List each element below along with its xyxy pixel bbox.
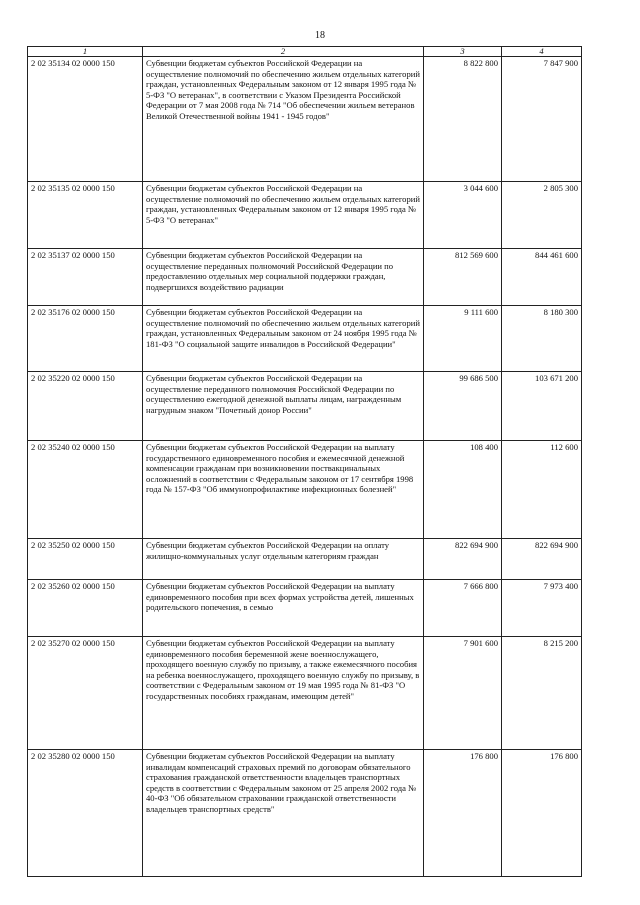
table-row — [28, 249, 582, 306]
amount-col4: 8 215 200 — [502, 637, 582, 750]
table-row — [28, 306, 582, 372]
amount-col3: 108 400 — [424, 441, 502, 539]
item-description: Субвенции бюджетам субъектов Российской Федерации на выплату государственного единовременного пособия и ежемесячной денежной компенсации гражданам при возникновении поствакцинальных осложнений в соответствии с Федеральным законом от 17 сентября 1998 года № 157-ФЗ "Об иммунопрофилактике инфекционных болезней" — [143, 441, 424, 539]
budget-code: 2 02 35134 02 0000 150 — [28, 57, 143, 182]
budget-code: 2 02 35250 02 0000 150 — [28, 539, 143, 580]
item-description: Субвенции бюджетам субъектов Российской Федерации на осуществление полномочий по обеспечению жильем отдельных категорий граждан, установленных Федеральным законом от 12 января 1995 года № 5-ФЗ "О ветеранах" — [143, 182, 424, 249]
amount-col3: 812 569 600 — [424, 249, 502, 306]
amount-col3: 3 044 600 — [424, 182, 502, 249]
amount-col3: 7 901 600 — [424, 637, 502, 750]
table-row — [28, 580, 582, 637]
budget-code: 2 02 35270 02 0000 150 — [28, 637, 143, 750]
item-description: Субвенции бюджетам субъектов Российской Федерации на оплату жилищно-коммунальных услуг отдельным категориям граждан — [143, 539, 424, 580]
budget-code: 2 02 35137 02 0000 150 — [28, 249, 143, 306]
table-row — [28, 57, 582, 182]
table-row — [28, 637, 582, 750]
amount-col3: 7 666 800 — [424, 580, 502, 637]
amount-col3: 176 800 — [424, 750, 502, 877]
budget-code: 2 02 35135 02 0000 150 — [28, 182, 143, 249]
item-description: Субвенции бюджетам субъектов Российской Федерации на выплату единовременного пособия беременной жене военнослужащего, проходящего военную службу по призыву, а также ежемесячного пособия на ребенка военнослужащего, проходящего военную службу по призыву, в соответствии с Федеральным законом от 19 мая 1995 года № 81-ФЗ "О государственных пособиях гражданам, имеющим детей" — [143, 637, 424, 750]
budget-code: 2 02 35176 02 0000 150 — [28, 306, 143, 372]
amount-col3: 822 694 900 — [424, 539, 502, 580]
budget-code: 2 02 35280 02 0000 150 — [28, 750, 143, 877]
item-description: Субвенции бюджетам субъектов Российской Федерации на осуществление переданного полномочия Российской Федерации по осуществлению ежегодной денежной выплаты лицам, награжденным нагрудным знаком "Почетный донор России" — [143, 372, 424, 441]
amount-col4: 8 180 300 — [502, 306, 582, 372]
budget-code: 2 02 35240 02 0000 150 — [28, 441, 143, 539]
header-row — [28, 47, 582, 57]
column-header: 1 — [28, 47, 143, 57]
item-description: Субвенции бюджетам субъектов Российской Федерации на выплату единовременного пособия при всех формах устройства детей, лишенных родительского попечения, в семью — [143, 580, 424, 637]
amount-col3: 8 822 800 — [424, 57, 502, 182]
column-header: 2 — [143, 47, 424, 57]
table-row — [28, 539, 582, 580]
amount-col4: 822 694 900 — [502, 539, 582, 580]
table-row — [28, 750, 582, 877]
item-description: Субвенции бюджетам субъектов Российской Федерации на осуществление полномочий по обеспечению жильем отдельных категорий граждан, установленных Федеральным законом от 24 ноября 1995 года № 181-ФЗ "О социальной защите инвалидов в Российской Федерации" — [143, 306, 424, 372]
budget-code: 2 02 35220 02 0000 150 — [28, 372, 143, 441]
amount-col4: 7 847 900 — [502, 57, 582, 182]
item-description: Субвенции бюджетам субъектов Российской Федерации на осуществление полномочий по обеспечению жильем отдельных категорий граждан, установленных Федеральным законом от 12 января 1995 года № 5-ФЗ "О ветеранах", в соответствии с Указом Президента Российской Федерации от 7 мая 2008 года № 714 "Об обеспечении жильем ветеранов Великой Отечественной войны 1941 - 1945 годов" — [143, 57, 424, 182]
amount-col4: 7 973 400 — [502, 580, 582, 637]
item-description: Субвенции бюджетам субъектов Российской Федерации на осуществление переданных полномочий Российской Федерации по предоставлению отдельных мер социальной поддержки граждан, подвергшихся воздействию радиации — [143, 249, 424, 306]
item-description: Субвенции бюджетам субъектов Российской Федерации на выплату инвалидам компенсаций страховых премий по договорам обязательного страхования гражданской ответственности владельцев транспортных средств в соответствии с Федеральным законом от 25 апреля 2002 года № 40-ФЗ "Об обязательном страховании гражданской ответственности владельцев транспортных средств" — [143, 750, 424, 877]
table-row — [28, 441, 582, 539]
column-header: 4 — [502, 47, 582, 57]
budget-code: 2 02 35260 02 0000 150 — [28, 580, 143, 637]
amount-col4: 2 805 300 — [502, 182, 582, 249]
amount-col4: 176 800 — [502, 750, 582, 877]
column-header: 3 — [424, 47, 502, 57]
table-row — [28, 372, 582, 441]
amount-col4: 844 461 600 — [502, 249, 582, 306]
budget-table — [27, 46, 582, 877]
table-row — [28, 182, 582, 249]
page-number: 18 — [315, 30, 325, 41]
amount-col4: 103 671 200 — [502, 372, 582, 441]
amount-col4: 112 600 — [502, 441, 582, 539]
amount-col3: 99 686 500 — [424, 372, 502, 441]
amount-col3: 9 111 600 — [424, 306, 502, 372]
